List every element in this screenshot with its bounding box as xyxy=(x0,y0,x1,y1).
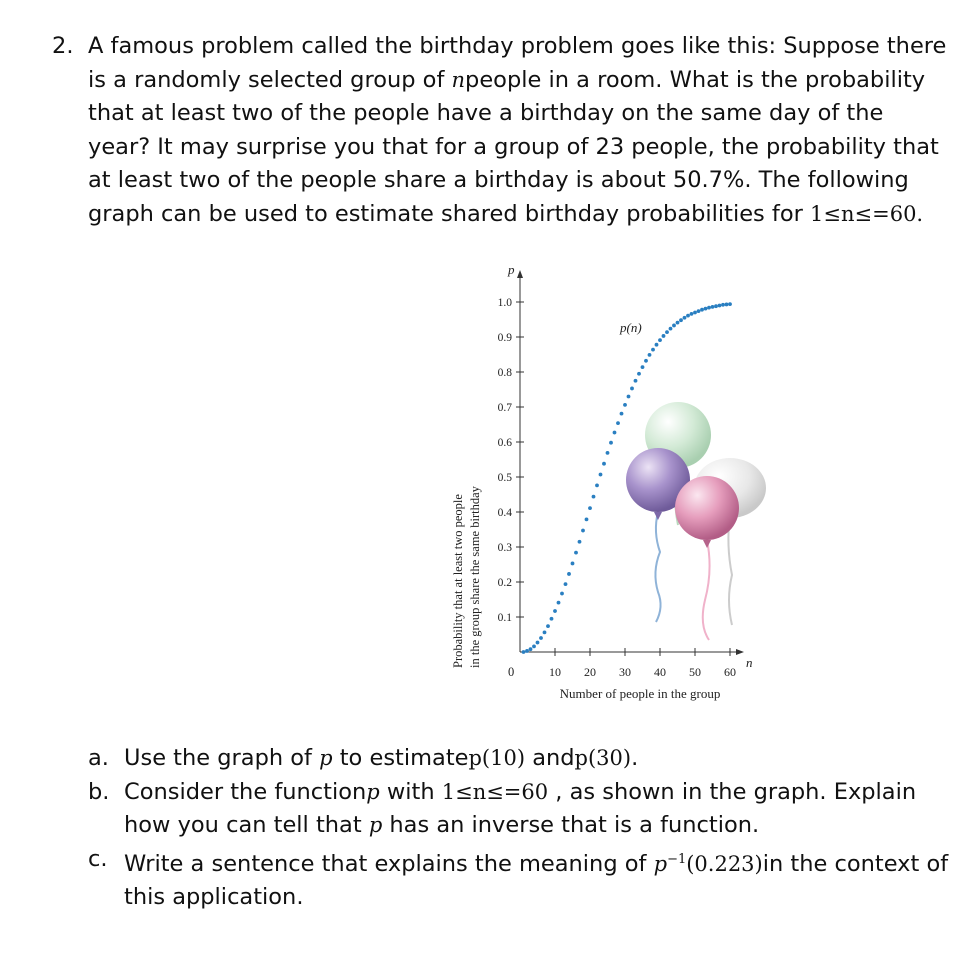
data-point xyxy=(578,540,582,544)
data-point xyxy=(721,303,725,307)
intro-text-1: A famous problem called the birthday problem goes like this: Suppose there is a randomly selected group of xyxy=(88,33,947,93)
y-axis-title: Probability that at least two people in the group share the same birthday xyxy=(451,486,482,668)
y-tick-label: 0.3 xyxy=(497,542,512,554)
data-point xyxy=(665,330,669,334)
data-point xyxy=(567,572,571,576)
data-point xyxy=(599,473,603,477)
data-point xyxy=(728,302,732,306)
x-axis-title: Number of people in the group xyxy=(559,686,721,701)
data-point xyxy=(725,303,729,307)
y-tick-label: 0.4 xyxy=(497,507,512,519)
part-c: c. Write a sentence that explains the meaning of $p^{-1}(0.223)in$ the context of this application. xyxy=(88,845,949,910)
question-parts xyxy=(88,742,958,915)
data-point xyxy=(522,650,526,654)
data-point xyxy=(630,387,634,391)
data-point xyxy=(697,309,701,313)
data-point xyxy=(679,318,683,322)
y-axis-symbol: p xyxy=(508,262,515,277)
data-point xyxy=(557,601,561,605)
data-point xyxy=(676,321,680,325)
data-point xyxy=(588,506,592,510)
data-point xyxy=(606,451,610,455)
data-point xyxy=(585,517,589,521)
y-tick-label: 0.7 xyxy=(497,402,512,414)
y-tick-label: 0.2 xyxy=(497,577,512,589)
data-point xyxy=(581,529,585,533)
data-point xyxy=(592,495,596,499)
problem-statement xyxy=(88,30,952,231)
x-tick-label: 10 xyxy=(549,665,561,679)
x-axis-arrow xyxy=(736,649,744,655)
data-point xyxy=(658,338,662,342)
curve-label: p(n) xyxy=(620,320,642,335)
n-variable: n xyxy=(451,67,466,92)
data-point xyxy=(711,305,715,309)
birthday-probability-chart xyxy=(440,250,780,720)
data-point xyxy=(550,617,554,621)
problem-text xyxy=(52,30,952,231)
data-point xyxy=(714,304,718,308)
x-tick-label: 20 xyxy=(584,665,596,679)
y-tick-label: 0.1 xyxy=(497,612,512,624)
y-tick-label: 0.5 xyxy=(497,472,512,484)
origin-label: 0 xyxy=(508,665,515,679)
data-point xyxy=(560,592,564,596)
data-point xyxy=(564,582,568,586)
data-point xyxy=(641,365,645,369)
data-point xyxy=(693,311,697,315)
y-tick-label: 1.0 xyxy=(497,297,512,309)
data-point xyxy=(683,316,687,320)
data-point xyxy=(707,306,711,310)
data-point xyxy=(602,462,606,466)
y-axis-arrow xyxy=(517,270,523,278)
data-point xyxy=(634,379,638,383)
data-point xyxy=(529,647,533,651)
x-tick-label: 30 xyxy=(619,665,631,679)
data-point xyxy=(655,343,659,347)
part-a: a. Use the graph of p to estimatep(10) andp(30). xyxy=(88,745,639,771)
data-point xyxy=(718,304,722,308)
data-point xyxy=(644,359,648,363)
data-point xyxy=(595,484,599,488)
part-b: b. Consider the functionp with 1≤n≤=60 , as shown in the graph. Explain how you can tell that p has an inverse that is a function. xyxy=(88,778,917,838)
data-point xyxy=(690,312,694,316)
x-tick-label: 60 xyxy=(724,665,736,679)
data-point xyxy=(669,327,673,331)
y-tick-label: 0.6 xyxy=(497,437,512,449)
y-tick-label: 0.9 xyxy=(497,332,512,344)
data-point xyxy=(686,314,690,318)
data-point xyxy=(536,641,540,645)
data-point xyxy=(662,334,666,338)
problem-number: 2. xyxy=(52,33,74,59)
data-point xyxy=(704,307,708,311)
data-point xyxy=(553,609,557,613)
data-point xyxy=(648,353,652,357)
x-tick-label: 50 xyxy=(689,665,701,679)
y-tick-label: 0.8 xyxy=(497,367,512,379)
intro-text-2: people in a room. What is the probability that at least two of the people have a birthday on the same day of the year? It may surprise you that for a group of 23 people, the probability that at least two of the people share a birthday is about 50.7%. The following graph can be used to estimate shared birthday probabilities for xyxy=(88,66,939,227)
data-point xyxy=(700,308,704,312)
data-point xyxy=(574,551,578,555)
data-point xyxy=(539,636,543,640)
data-point xyxy=(525,649,529,653)
data-point xyxy=(627,395,631,399)
data-point xyxy=(543,631,547,635)
data-point xyxy=(532,645,536,649)
purple-balloon xyxy=(626,448,690,622)
data-point xyxy=(672,324,676,328)
domain-expression: 1≤n≤=60. xyxy=(810,201,924,226)
data-point xyxy=(637,372,641,376)
data-point xyxy=(571,562,575,566)
data-point xyxy=(620,412,624,416)
data-point xyxy=(609,441,613,445)
data-point xyxy=(623,403,627,407)
x-axis-symbol: n xyxy=(746,655,753,670)
data-point xyxy=(616,421,620,425)
balloons-image xyxy=(626,402,766,640)
data-point xyxy=(613,431,617,435)
data-point xyxy=(546,624,550,628)
x-tick-label: 40 xyxy=(654,665,666,679)
data-point xyxy=(651,348,655,352)
